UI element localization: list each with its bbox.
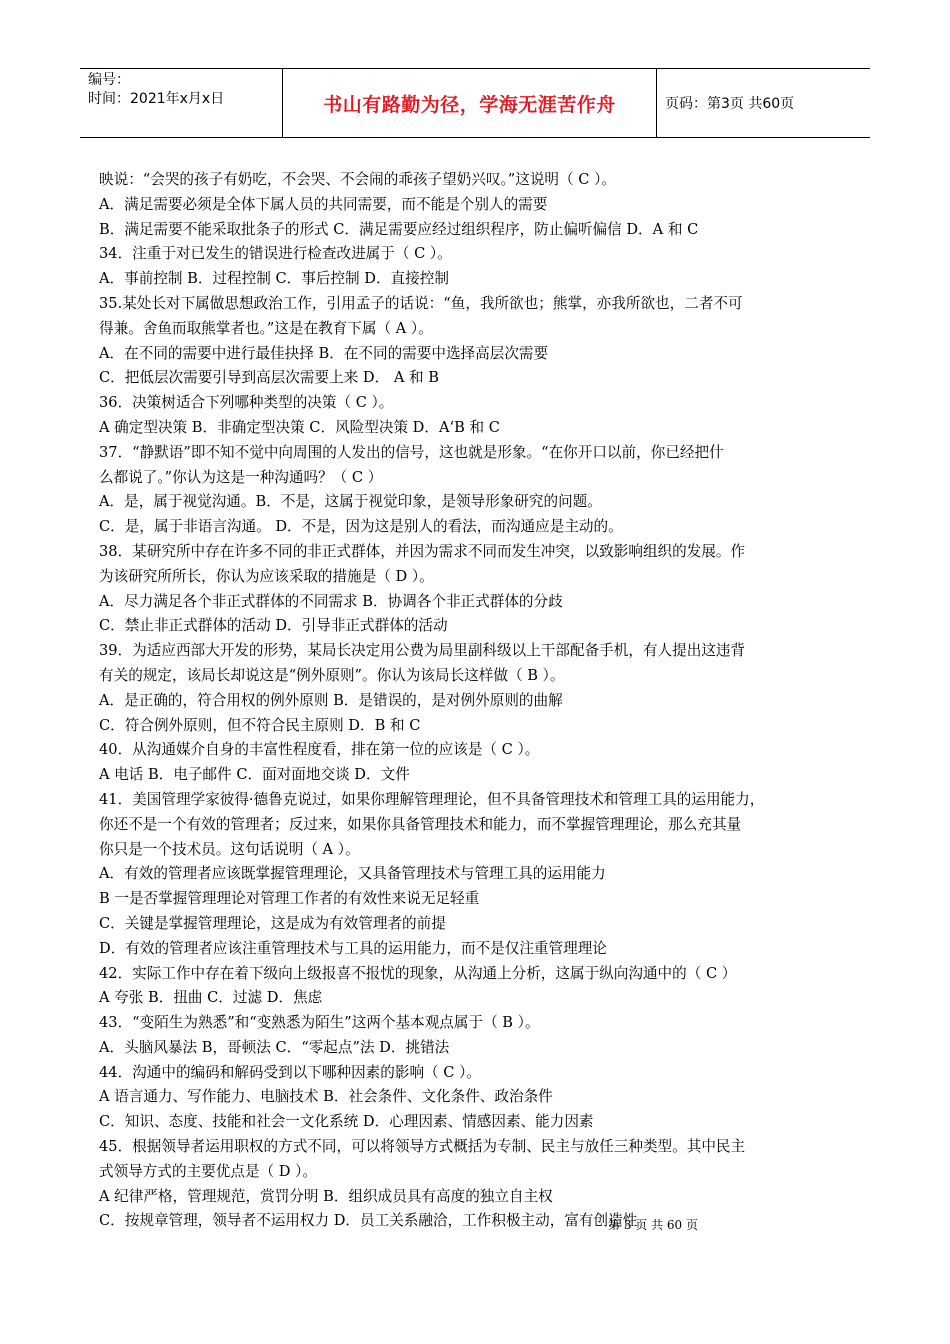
text-line: A 语言通力、写作能力、电脑技术 B．社会条件、文化条件、政治条件 (99, 1088, 553, 1106)
text-line: C．按规章管理，领导者不运用权力 D．员工关系融洽，工作积极主动，富有创造性 (99, 1212, 638, 1230)
text-line: 44．沟通中的编码和解码受到以下哪种因素的影响（ C ）。 (99, 1063, 481, 1081)
text-line: A 电话 B．电子邮件 C．面对面地交谈 D．文件 (99, 766, 410, 784)
text-line: A 纪律严格，管理规范，赏罚分明 B．组织成员具有高度的独立自主权 (99, 1187, 553, 1205)
text-line: 你还不是一个有效的管理者；反过来，如果你具备管理技术和能力，而不掌握管理理论，那么充其量 (99, 815, 742, 833)
text-line: 你只是一个技术员。这句话说明（ A ）。 (99, 840, 360, 858)
text-line: 39．为适应西部大开发的形势，某局长决定用公费为局里副科级以上干部配备手机，有人提出这违背 (99, 642, 746, 660)
text-line: C．是，属于非语言沟通。 D．不是，因为这是别人的看法，而沟通应是主动的。 (99, 518, 623, 536)
text-line: 有关的规定，该局长却说这是“例外原则”。你认为该局长这样做（ B ）。 (99, 666, 565, 684)
text-line: 45．根据领导者运用职权的方式不同，可以将领导方式概括为专制、民主与放任三种类型。其中民主 (99, 1138, 746, 1156)
text-line: A．满足需要必须是全体下属人员的共同需要，而不能是个别人的需要 (99, 195, 548, 213)
text-line: 么都说了。”你认为这是一种沟通吗？（ C ） (99, 468, 383, 486)
text-line: 为该研究所所长，你认为应该采取的措施是（ D ）。 (99, 567, 434, 585)
header-page-label: 页码：第3页 共60页 (665, 96, 795, 112)
header-code-label: 编号： (88, 72, 130, 88)
text-line: A．头脑风暴法 B，哥顿法 C．“零起点”法 D．挑错法 (99, 1038, 450, 1056)
text-line: D．有效的管理者应该注重管理技术与工具的运用能力，而不是仅注重管理理论 (99, 939, 607, 957)
text-line: 34．注重于对已发生的错误进行检查改进属于（ C ）。 (99, 245, 452, 263)
text-line: C．禁止非正式群体的活动 D．引导非正式群体的活动 (99, 617, 448, 635)
text-line: A．是正确的，符合用权的例外原则 B．是错误的，是对例外原则的曲解 (99, 691, 563, 709)
text-line: A 确定型决策 B．非确定型决策 C．风险型决策 D．A‘B 和 C (99, 418, 500, 436)
text-line: B 一是否掌握管理理论对管理工作者的有效性来说无足轻重 (99, 890, 480, 908)
text-line: 38．某研究所中存在许多不同的非正式群体，并因为需求不同而发生冲突，以致影响组织的发展。作 (99, 542, 746, 560)
text-line: A．有效的管理者应该既掌握管理理论，又具备管理技术与管理工具的运用能力 (99, 865, 606, 883)
text-line: A 夸张 B．扭曲 C．过滤 D．焦虑 (99, 989, 323, 1007)
text-line: A．在不同的需要中进行最佳抉择 B．在不同的需要中选择高层次需要 (99, 344, 549, 362)
document-body (99, 168, 859, 1234)
text-line: 映说：“会哭的孩子有奶吃，不会哭、不会闹的乖孩子望奶兴叹。”这说明（ C ）。 (99, 171, 616, 188)
text-line: A．是，属于视觉沟通。B．不是，这属于视觉印象，是领导形象研究的问题。 (99, 493, 602, 511)
header-meta (80, 69, 282, 137)
page-header (80, 68, 870, 138)
text-line: 43．“变陌生为熟悉”和“变熟悉为陌生”这两个基本观点属于（ B ）。 (99, 1014, 540, 1032)
text-line: 35.某处长对下属做思想政治工作，引用孟子的话说：“鱼，我所欲也；熊掌，亦我所欲也，二者不可 (99, 294, 743, 312)
text-line: A．事前控制 B．过程控制 C．事后控制 D．直接控制 (99, 270, 449, 288)
text-line: 36．决策树适合下列哪种类型的决策（ C ）。 (99, 394, 394, 412)
text-line: C．知识、态度、技能和社会一文化系统 D．心理因素、情感因素、能力因素 (99, 1113, 594, 1131)
header-date-label: 时间：2021年x月x日 (88, 91, 225, 107)
text-line: B．满足需要不能采取批条子的形式 C．满足需要应经过组织程序，防止偏听偏信 D．A 和 C (99, 220, 699, 238)
text-line: 40．从沟通媒介自身的丰富性程度看，排在第一位的应该是（ C ）。 (99, 741, 540, 759)
text-line: C．符合例外原则，但不符合民主原则 D．B 和 C (99, 716, 421, 734)
text-line: C．关键是掌握管理理论，这是成为有效管理者的前提 (99, 914, 446, 932)
text-line: 得兼。舍鱼而取熊掌者也。”这是在教育下属（ A ）。 (99, 319, 433, 337)
text-line: 41．美国管理学家彼得·德鲁克说过，如果你理解管理理论，但不具备管理技术和管理工具的运用能力， (99, 790, 765, 808)
footer-page-number: 第 3 页 共 60 页 (608, 1218, 698, 1232)
text-line: 42．实际工作中存在着下级向上级报喜不报忧的现象，从沟通上分析，这属于纵向沟通中的（ C ） (99, 964, 737, 982)
text-line: 37．“静默语”即不知不觉中向周围的人发出的信号，这也就是形象。“在你开口以前，你已经把什 (99, 443, 724, 461)
text-line: A．尽力满足各个非正式群体的不同需求 B．协调各个非正式群体的分歧 (99, 592, 563, 610)
text-line: 式领导方式的主要优点是（ D ）。 (99, 1162, 317, 1180)
header-motto: 书山有路勤为径，学海无涯苦作舟 (282, 69, 657, 137)
text-line: C．把低层次需要引导到高层次需要上来 D． A 和 B (99, 369, 439, 387)
